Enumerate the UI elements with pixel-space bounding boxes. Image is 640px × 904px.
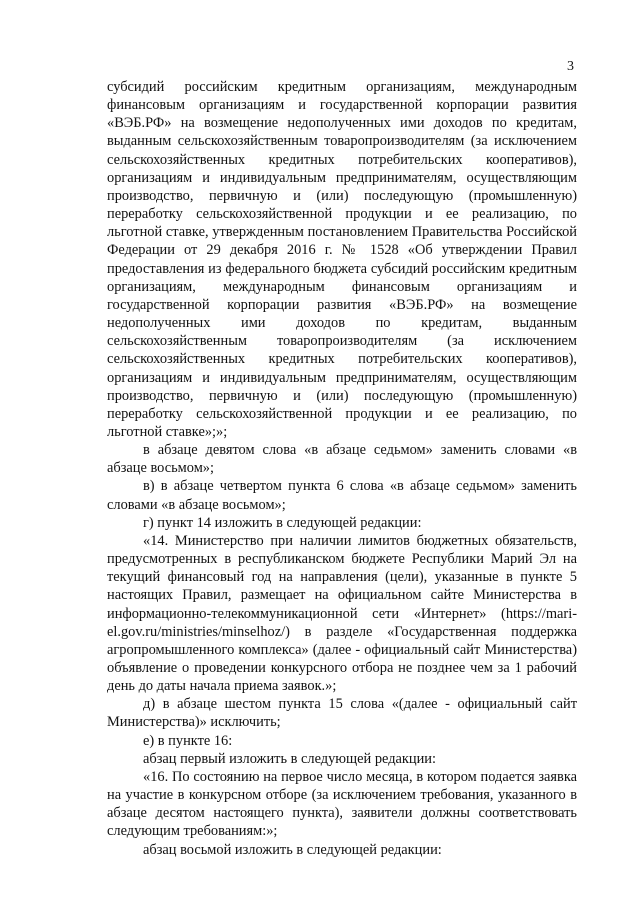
paragraph-continuation: субсидий российским кредитным организациям, международным финансовым организациям и государственной корпорации развития «ВЭБ.РФ» на возмещение недополученных ими доходов по кредитам, выданным сельскохозяйственным товаропроизводителям (за исключением сельскохозяйственных кредитных потребительских кооперативов), организациям и индивидуальным предпринимателям, осуществляющим производство, первичную и (или) последующую (промышленную) переработку сельскохозяйственной продукции и ее реализацию, по льготной ставке, утвержденным постановлением Правительства Российской Федерации от 29 декабря 2016 г. № 1528 «Об утверждении Правил предоставления из федерального бюджета субсидий российским кредитным организациям, международным финансовым организациям и государственной корпорации развития «ВЭБ.РФ» на возмещение недополученных ими доходов по кредитам, выданным сельскохозяйственным товаропроизводителям (за исключением сельскохозяйственных кредитных потребительских кооперативов), организациям и индивидуальным предпринимателям, осуществляющим производство, первичную и (или) последующую (промышленную) переработку сельскохозяйственной продукции и ее реализацию, по льготной ставке»;»; [107,79,577,440]
paragraph-point-16: «16. По состоянию на первое число месяца, в котором подается заявка на участие в конкурсном отборе (за исключением требования, указанного в абзаце десятом настоящего пункта), заявители должны соответствовать следующим требованиям:»; [107,768,577,840]
paragraph-item-v: в) в абзаце четвертом пункта 6 слова «в абзаце седьмом» заменить словами «в абзаце восьмом»; [107,478,577,513]
page-number: 3 [567,59,574,74]
paragraph-eighth-replace: абзац восьмой изложить в следующей редакции: [143,841,442,858]
paragraph-item-d: д) в абзаце шестом пункта 15 слова «(далее - официальный сайт Министерства)» исключить; [107,696,577,731]
paragraph-first-replace: абзац первый изложить в следующей редакции: [143,750,437,767]
document-body [107,78,577,859]
paragraph-point-14: «14. Министерство при наличии лимитов бюджетных обязательств, предусмотренных в республиканском бюджете Республики Марий Эл на текущий финансовый год на направления (цели), указанные в пункте 5 настоящих Правил, размещает на официальном сайте Министерства в информационно-телекоммуникационной сети «Интернет» (https://mari-el.gov.ru/ministries/minselhoz/) в разделе «Государственная поддержка агропромышленного комплекса» (далее - официальный сайт Министерства) объявление о проведении конкурсного отбора не позднее чем за 1 рабочий день до даты начала приема заявок.»; [107,532,577,695]
paragraph-item-g: г) пункт 14 изложить в следующей редакции: [143,514,422,531]
paragraph-item-e: е) в пункте 16: [143,732,233,749]
paragraph-ninth-replace: в абзаце девятом слова «в абзаце седьмом» заменить словами «в абзаце восьмом»; [107,442,577,477]
